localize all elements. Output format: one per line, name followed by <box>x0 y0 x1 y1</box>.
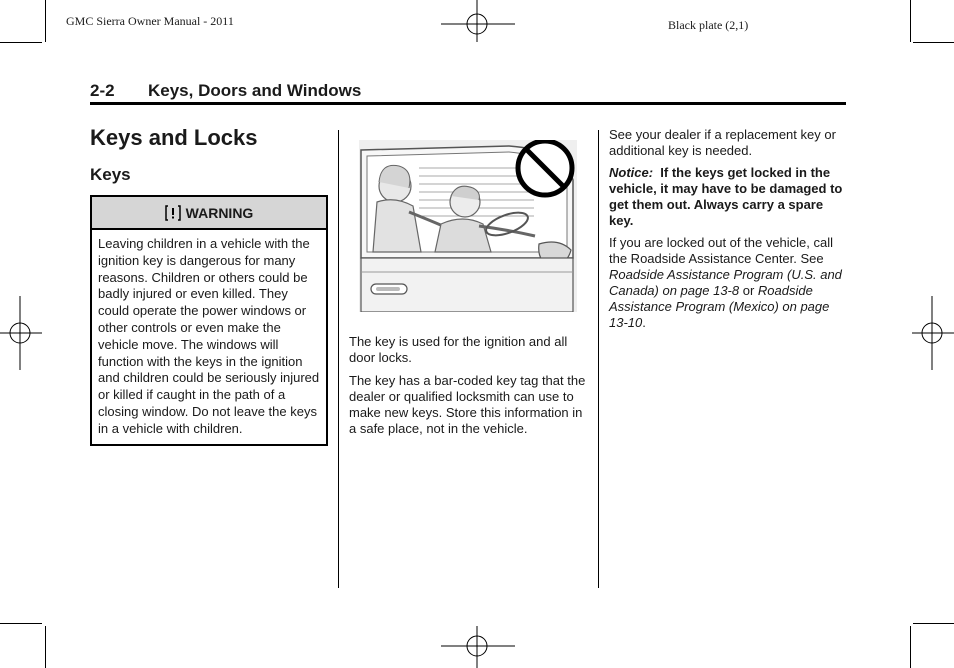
or-text: or <box>739 283 758 298</box>
section-heading <box>90 81 846 101</box>
notice-text: If the keys get locked in the vehicle, it may have to be damaged to get them out. Always carry a spare key. <box>609 165 843 228</box>
crop-mark-br-v <box>910 626 911 668</box>
prohibited-icon <box>518 141 572 195</box>
registration-mark-top <box>441 0 515 42</box>
col3-paragraph-3 <box>609 235 847 331</box>
plate-label: Black plate (2,1) <box>668 18 749 32</box>
registration-mark-bottom <box>441 626 515 668</box>
warning-header <box>92 197 326 230</box>
column-divider-2 <box>598 130 599 588</box>
column-divider-1 <box>338 130 339 588</box>
col2-paragraph-1: The key is used for the ignition and all door locks. <box>349 334 568 365</box>
column-1 <box>90 124 328 446</box>
roadside-mexico-link[interactable]: Roadside Assistance Program (Mexico) on page 13-10 <box>609 283 830 330</box>
column-2 <box>349 140 587 444</box>
page-subtitle: Keys <box>90 165 131 184</box>
warning-label: WARNING <box>185 204 254 221</box>
page-title: Keys and Locks <box>90 125 258 150</box>
registration-mark-right <box>912 296 954 370</box>
roadside-us-canada-link[interactable]: Roadside Assistance Program (U.S. and Canada) on page 13-8 <box>609 267 842 298</box>
period-text: . <box>642 315 646 330</box>
crop-mark-tr-h <box>913 42 954 43</box>
lockout-text: If you are locked out of the vehicle, call the Roadside Assistance Center. See <box>609 235 834 266</box>
manual-title: GMC Sierra Owner Manual - 2011 <box>66 14 234 28</box>
notice-paragraph <box>609 165 847 229</box>
section-rule <box>90 102 846 105</box>
crop-mark-tr-v <box>910 0 911 42</box>
crop-mark-br-h <box>913 623 954 624</box>
registration-mark-left <box>0 296 42 370</box>
warning-text: Leaving children in a vehicle with the ignition key is dangerous for many reasons. Children or others could be badly injured or even killed. They could operate the power windows or other controls or even make the vehicle move. The windows will function with the keys in the ignition and children could be seriously injured or killed if caught in the path of a closing window. Do not leave the keys in a vehicle with children. <box>98 236 320 436</box>
section-name: Keys, Doors and Windows <box>148 81 362 100</box>
col3-paragraph-1: See your dealer if a replacement key or additional key is needed. <box>609 127 836 158</box>
exclamation-bracket-icon <box>165 205 181 221</box>
section-number: 2-2 <box>90 81 115 100</box>
children-in-vehicle-illustration <box>359 140 577 312</box>
column-3 <box>609 127 847 337</box>
notice-label: Notice: <box>609 165 654 180</box>
crop-mark-bl-h <box>0 623 42 624</box>
col2-paragraph-2: The key has a bar-coded key tag that the dealer or qualified locksmith can use to make new keys. Store this information in a safe place, not in the vehicle. <box>349 373 586 436</box>
warning-box <box>90 195 328 446</box>
crop-mark-tl-h <box>0 42 42 43</box>
crop-mark-tl-v <box>45 0 46 42</box>
crop-mark-bl-v <box>45 626 46 668</box>
